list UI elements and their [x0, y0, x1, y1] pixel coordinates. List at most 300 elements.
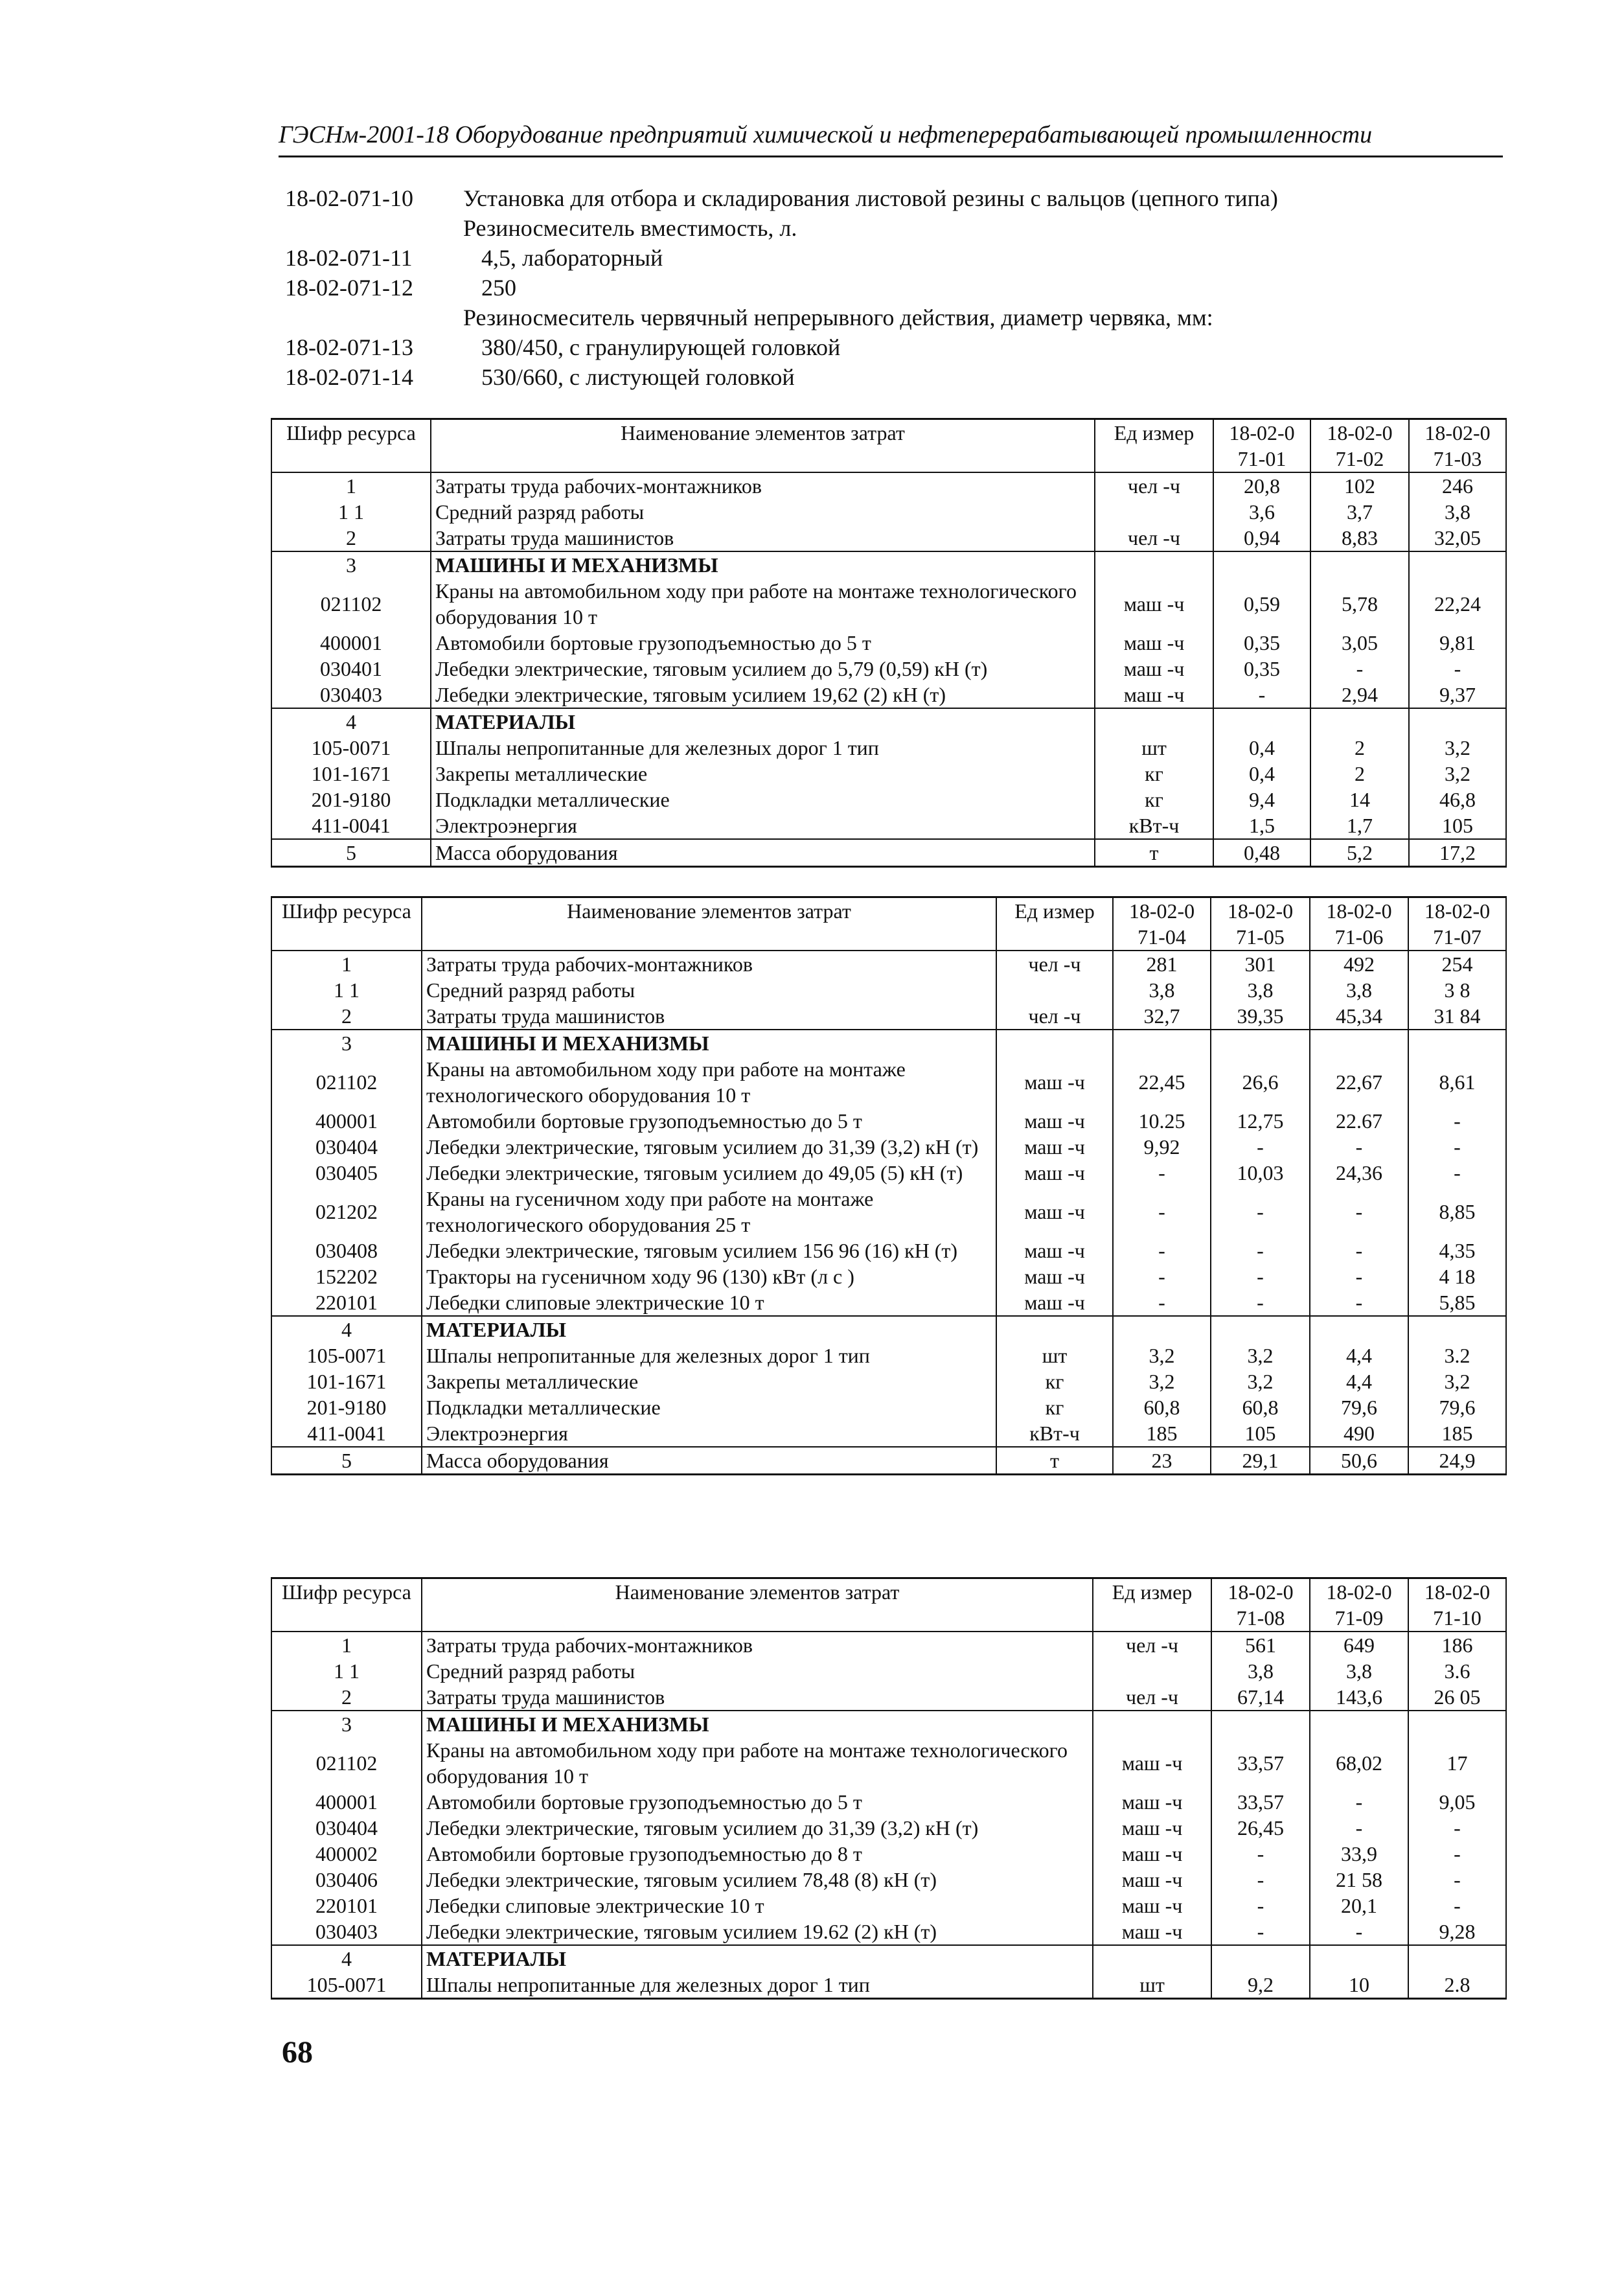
cost-element-name: Лебедки электрические, тяговым усилием 156 96 (16) кН (т): [422, 1238, 996, 1263]
resource-code: 400001: [271, 1108, 422, 1134]
norm-value: [1113, 1316, 1211, 1343]
norm-value: 5,2: [1310, 839, 1409, 867]
unit-of-measure: кг: [996, 1394, 1113, 1420]
table-row: [271, 499, 1506, 525]
header-norm-code: 18-02-071-06: [1310, 897, 1408, 951]
unit-of-measure: маш -ч: [1095, 682, 1213, 708]
resource-code: 201-9180: [271, 787, 431, 813]
resource-code: 3: [271, 551, 431, 578]
table-row: [271, 1919, 1506, 1945]
resource-code: 1 1: [271, 1658, 422, 1684]
norm-value: 9,37: [1409, 682, 1506, 708]
cost-element-name: Лебедки электрические, тяговым усилием до 49,05 (5) кН (т): [422, 1160, 996, 1186]
cost-element-name: Краны на гусеничном ходу при работе на монтаже технологического оборудования 25 т: [422, 1186, 996, 1238]
cost-element-name: МАТЕРИАЛЫ: [422, 1316, 996, 1343]
intro-text: 250: [481, 275, 516, 301]
unit-of-measure: чел -ч: [1095, 525, 1213, 551]
norm-value: 3,2: [1409, 735, 1506, 761]
norm-value: 3,2: [1113, 1343, 1211, 1368]
norm-value: 8,83: [1310, 525, 1409, 551]
table-row: [271, 1316, 1506, 1343]
cost-element-name: МАШИНЫ И МЕХАНИЗМЫ: [431, 551, 1095, 578]
unit-of-measure: маш -ч: [1093, 1815, 1211, 1841]
unit-of-measure: [996, 977, 1113, 1003]
cost-element-name: Лебедки слиповые электрические 10 т: [422, 1893, 1093, 1919]
table-row: [271, 1945, 1506, 1972]
norm-value: 32,7: [1113, 1003, 1211, 1030]
resource-code: 105-0071: [271, 735, 431, 761]
table-row: [271, 1134, 1506, 1160]
table-row: [271, 951, 1506, 977]
resource-code: 2: [271, 525, 431, 551]
norm-value: 0,48: [1213, 839, 1310, 867]
norm-table-3: [271, 1577, 1507, 2000]
norm-value: 0,35: [1213, 656, 1310, 682]
resource-code: 3: [271, 1711, 422, 1737]
unit-of-measure: маш -ч: [1093, 1867, 1211, 1893]
resource-code: 4: [271, 1316, 422, 1343]
intro-code: 18-02-071-10: [285, 185, 413, 211]
resource-code: 201-9180: [271, 1394, 422, 1420]
norm-value: 3,2: [1211, 1368, 1310, 1394]
norm-value: 20,1: [1310, 1893, 1408, 1919]
unit-of-measure: маш -ч: [1095, 578, 1213, 630]
table-row: [271, 1160, 1506, 1186]
header-norm-code: 18-02-071-08: [1211, 1578, 1310, 1632]
header-norm-code: 18-02-071-02: [1310, 419, 1409, 473]
table-row: [271, 735, 1506, 761]
resource-code: 030401: [271, 656, 431, 682]
cost-element-name: Лебедки электрические, тяговым усилием 19.62 (2) кН (т): [422, 1919, 1093, 1945]
norm-value: -: [1113, 1238, 1211, 1263]
norm-value: [1310, 1711, 1408, 1737]
header-norm-code: 18-02-071-05: [1211, 897, 1310, 951]
cost-element-name: МАШИНЫ И МЕХАНИЗМЫ: [422, 1030, 996, 1056]
table-row: [271, 839, 1506, 867]
table-row: [271, 1867, 1506, 1893]
table-row: [271, 682, 1506, 708]
intro-text: Резиносмеситель червячный непрерывного действия, диаметр червяка, мм:: [463, 305, 1213, 330]
norm-value: 9,81: [1409, 630, 1506, 656]
header-name: Наименование элементов затрат: [422, 1578, 1093, 1632]
table-row: [271, 1420, 1506, 1447]
norm-value: 20,8: [1213, 472, 1310, 499]
norm-value: [1211, 1711, 1310, 1737]
norm-value: 79,6: [1310, 1394, 1408, 1420]
resource-code: 101-1671: [271, 761, 431, 787]
norm-value: 2.8: [1408, 1972, 1506, 1999]
resource-code: 030408: [271, 1238, 422, 1263]
table-row: [271, 1394, 1506, 1420]
norm-value: -: [1408, 1841, 1506, 1867]
resource-code: 021102: [271, 1737, 422, 1789]
norm-value: 46,8: [1409, 787, 1506, 813]
norm-value: 143,6: [1310, 1684, 1408, 1711]
unit-of-measure: кг: [996, 1368, 1113, 1394]
norm-value: 60,8: [1211, 1394, 1310, 1420]
norm-value: 3,8: [1310, 1658, 1408, 1684]
unit-of-measure: [1095, 499, 1213, 525]
norm-value: 24,36: [1310, 1160, 1408, 1186]
unit-of-measure: кВт-ч: [996, 1420, 1113, 1447]
cost-element-name: Краны на автомобильном ходу при работе на монтаже технологического оборудования 10 т: [431, 578, 1095, 630]
norm-value: [1310, 1030, 1408, 1056]
intro-text: 4,5, лабораторный: [481, 245, 663, 271]
norm-value: 32,05: [1409, 525, 1506, 551]
norm-value: [1213, 551, 1310, 578]
norm-value: 185: [1408, 1420, 1506, 1447]
norm-value: 1,7: [1310, 813, 1409, 839]
intro-row: [285, 213, 1503, 243]
norm-value: 3,2: [1113, 1368, 1211, 1394]
table-row: [271, 1658, 1506, 1684]
norm-value: 246: [1409, 472, 1506, 499]
unit-of-measure: маш -ч: [996, 1263, 1113, 1289]
table-row: [271, 1343, 1506, 1368]
cost-element-name: Средний разряд работы: [431, 499, 1095, 525]
cost-element-name: МАТЕРИАЛЫ: [431, 708, 1095, 735]
unit-of-measure: [1093, 1945, 1211, 1972]
table-row: [271, 1108, 1506, 1134]
unit-of-measure: маш -ч: [996, 1289, 1113, 1316]
norm-value: -: [1310, 656, 1409, 682]
cost-element-name: Лебедки электрические, тяговым усилием 19,62 (2) кН (т): [431, 682, 1095, 708]
resource-code: 030404: [271, 1815, 422, 1841]
norm-value: -: [1310, 1186, 1408, 1238]
norm-value: 22.67: [1310, 1108, 1408, 1134]
header-rule: [279, 156, 1503, 157]
norm-value: 3,7: [1310, 499, 1409, 525]
intro-code: 18-02-071-11: [285, 245, 413, 271]
cost-element-name: Затраты труда рабочих-монтажников: [431, 472, 1095, 499]
unit-of-measure: маш -ч: [996, 1134, 1113, 1160]
table-row: [271, 1186, 1506, 1238]
resource-code: 4: [271, 1945, 422, 1972]
norm-value: 9,4: [1213, 787, 1310, 813]
table-row: [271, 578, 1506, 630]
table-row: [271, 1368, 1506, 1394]
norm-value: -: [1113, 1186, 1211, 1238]
table-row: [271, 1632, 1506, 1658]
intro-text: Резиносмеситель вместимость, л.: [463, 215, 797, 241]
cost-element-name: Автомобили бортовые грузоподъемностью до 8 т: [422, 1841, 1093, 1867]
norm-value: 9,28: [1408, 1919, 1506, 1945]
unit-of-measure: маш -ч: [996, 1160, 1113, 1186]
unit-of-measure: кг: [1095, 761, 1213, 787]
norm-value: -: [1408, 1867, 1506, 1893]
cost-element-name: Лебедки электрические, тяговым усилием до 31,39 (3,2) кН (т): [422, 1815, 1093, 1841]
norm-value: [1213, 708, 1310, 735]
intro-code: 18-02-071-14: [285, 364, 413, 390]
intro-code: 18-02-071-12: [285, 275, 413, 301]
unit-of-measure: маш -ч: [1093, 1919, 1211, 1945]
unit-of-measure: маш -ч: [996, 1186, 1113, 1238]
norm-value: 3,2: [1409, 761, 1506, 787]
resource-code: 1 1: [271, 499, 431, 525]
norm-value: 22,24: [1409, 578, 1506, 630]
intro-row: [285, 332, 1503, 362]
table-row: [271, 656, 1506, 682]
unit-of-measure: шт: [996, 1343, 1113, 1368]
cost-element-name: Краны на автомобильном ходу при работе на монтаже технологического оборудования 10 т: [422, 1737, 1093, 1789]
unit-of-measure: шт: [1095, 735, 1213, 761]
header-unit: Ед измер: [1095, 419, 1213, 473]
norm-value: -: [1113, 1263, 1211, 1289]
norm-value: 3,8: [1409, 499, 1506, 525]
intro-code: [285, 213, 463, 243]
cost-element-name: Затраты труда машинистов: [422, 1684, 1093, 1711]
cost-element-name: Шпалы непропитанные для железных дорог 1 тип: [431, 735, 1095, 761]
norm-value: [1211, 1316, 1310, 1343]
norm-value: -: [1408, 1815, 1506, 1841]
cost-element-name: Лебедки электрические, тяговым усилием 78,48 (8) кН (т): [422, 1867, 1093, 1893]
unit-of-measure: маш -ч: [996, 1108, 1113, 1134]
norm-value: 26 05: [1408, 1684, 1506, 1711]
norm-value: [1408, 1316, 1506, 1343]
norm-value: 5,78: [1310, 578, 1409, 630]
norm-value: 12,75: [1211, 1108, 1310, 1134]
intro-text: 380/450, с гранулирующей головкой: [481, 334, 841, 360]
norm-value: 185: [1113, 1420, 1211, 1447]
table-row: [271, 1711, 1506, 1737]
norm-value: 254: [1408, 951, 1506, 977]
norm-value: 68,02: [1310, 1737, 1408, 1789]
norm-value: 3,8: [1310, 977, 1408, 1003]
unit-of-measure: [996, 1030, 1113, 1056]
norm-value: 3.6: [1408, 1658, 1506, 1684]
norm-value: 102: [1310, 472, 1409, 499]
norm-value: 60,8: [1113, 1394, 1211, 1420]
unit-of-measure: маш -ч: [1095, 656, 1213, 682]
cost-element-name: Масса оборудования: [422, 1447, 996, 1475]
norm-value: 3,05: [1310, 630, 1409, 656]
norm-value: -: [1211, 1893, 1310, 1919]
resource-code: 400001: [271, 630, 431, 656]
unit-of-measure: [1093, 1711, 1211, 1737]
norm-value: -: [1310, 1134, 1408, 1160]
norm-value: [1310, 708, 1409, 735]
cost-element-name: Автомобили бортовые грузоподъемностью до 5 т: [422, 1108, 996, 1134]
norm-value: -: [1310, 1815, 1408, 1841]
table-row: [271, 472, 1506, 499]
norm-value: 105: [1211, 1420, 1310, 1447]
intro-row: [285, 243, 1503, 273]
norm-value: 21 58: [1310, 1867, 1408, 1893]
norm-value: -: [1211, 1919, 1310, 1945]
norm-value: 0,35: [1213, 630, 1310, 656]
unit-of-measure: маш -ч: [1093, 1737, 1211, 1789]
norm-value: 2,94: [1310, 682, 1409, 708]
intro-row: [285, 183, 1503, 213]
norm-value: 186: [1408, 1632, 1506, 1658]
unit-of-measure: шт: [1093, 1972, 1211, 1999]
header-norm-code: 18-02-071-01: [1213, 419, 1310, 473]
cost-element-name: Электроэнергия: [422, 1420, 996, 1447]
norm-value: 561: [1211, 1632, 1310, 1658]
page-number: 68: [282, 2035, 313, 2070]
table-row: [271, 813, 1506, 839]
header-norm-code: 18-02-071-10: [1408, 1578, 1506, 1632]
page-header: ГЭСНм-2001-18 Оборудование предприятий химической и нефтеперерабатывающей промышленности: [279, 121, 1373, 148]
norm-value: 4,4: [1310, 1368, 1408, 1394]
unit-of-measure: т: [1095, 839, 1213, 867]
resource-code: 1: [271, 472, 431, 499]
table-row: [271, 551, 1506, 578]
norm-value: 33,57: [1211, 1737, 1310, 1789]
norm-value: 10: [1310, 1972, 1408, 1999]
norm-value: 3.2: [1408, 1343, 1506, 1368]
norm-value: 9,92: [1113, 1134, 1211, 1160]
norm-value: 8,85: [1408, 1186, 1506, 1238]
cost-element-name: Тракторы на гусеничном ходу 96 (130) кВт (л с ): [422, 1263, 996, 1289]
cost-element-name: Лебедки слиповые электрические 10 т: [422, 1289, 996, 1316]
table-row: [271, 787, 1506, 813]
header-norm-code: 18-02-071-09: [1310, 1578, 1408, 1632]
cost-element-name: Шпалы непропитанные для железных дорог 1 тип: [422, 1343, 996, 1368]
cost-element-name: Подкладки металлические: [431, 787, 1095, 813]
intro-text: 530/660, с листующей головкой: [481, 364, 795, 390]
table-row: [271, 525, 1506, 551]
norm-value: 0,4: [1213, 735, 1310, 761]
resource-code: 105-0071: [271, 1343, 422, 1368]
resource-code: 220101: [271, 1893, 422, 1919]
norm-value: [1113, 1030, 1211, 1056]
header-name: Наименование элементов затрат: [431, 419, 1095, 473]
norm-value: 4 18: [1408, 1263, 1506, 1289]
intro-list: [285, 183, 1503, 392]
table-header-row: [271, 1578, 1506, 1632]
resource-code: 3: [271, 1030, 422, 1056]
header-code: Шифр ресурса: [271, 419, 431, 473]
intro-code: [285, 303, 463, 332]
norm-value: [1409, 708, 1506, 735]
norm-value: 17,2: [1409, 839, 1506, 867]
norm-value: 5,85: [1408, 1289, 1506, 1316]
table-row: [271, 1737, 1506, 1789]
norm-value: 105: [1409, 813, 1506, 839]
cost-element-name: Электроэнергия: [431, 813, 1095, 839]
table-row: [271, 1056, 1506, 1108]
norm-value: -: [1211, 1186, 1310, 1238]
table-row: [271, 708, 1506, 735]
norm-value: 26,6: [1211, 1056, 1310, 1108]
resource-code: 1 1: [271, 977, 422, 1003]
norm-value: [1408, 1030, 1506, 1056]
norm-value: 3,8: [1211, 977, 1310, 1003]
header-unit: Ед измер: [996, 897, 1113, 951]
norm-value: 649: [1310, 1632, 1408, 1658]
norm-value: 4,35: [1408, 1238, 1506, 1263]
cost-element-name: Закрепы металлические: [422, 1368, 996, 1394]
table-row: [271, 1003, 1506, 1030]
resource-code: 030403: [271, 1919, 422, 1945]
intro-row: [285, 362, 1503, 392]
norm-value: -: [1310, 1289, 1408, 1316]
norm-value: [1409, 551, 1506, 578]
resource-code: 021202: [271, 1186, 422, 1238]
table-header-row: [271, 897, 1506, 951]
norm-value: 9,05: [1408, 1789, 1506, 1815]
norm-value: [1310, 1316, 1408, 1343]
intro-text: Установка для отбора и складирования листовой резины с вальцов (цепного типа): [463, 185, 1278, 211]
resource-code: 411-0041: [271, 813, 431, 839]
cost-element-name: Автомобили бортовые грузоподъемностью до 5 т: [431, 630, 1095, 656]
norm-value: 26,45: [1211, 1815, 1310, 1841]
cost-element-name: Затраты труда машинистов: [422, 1003, 996, 1030]
table-row: [271, 1447, 1506, 1475]
cost-element-name: Лебедки электрические, тяговым усилием до 5,79 (0,59) кН (т): [431, 656, 1095, 682]
norm-value: -: [1408, 1108, 1506, 1134]
norm-value: 50,6: [1310, 1447, 1408, 1475]
norm-value: -: [1310, 1789, 1408, 1815]
norm-table-2: [271, 896, 1507, 1475]
cost-element-name: МАТЕРИАЛЫ: [422, 1945, 1093, 1972]
table-row: [271, 1684, 1506, 1711]
header-name: Наименование элементов затрат: [422, 897, 996, 951]
table-header-row: [271, 419, 1506, 473]
norm-value: [1408, 1945, 1506, 1972]
table-row: [271, 1893, 1506, 1919]
cost-element-name: Масса оборудования: [431, 839, 1095, 867]
table-row: [271, 1238, 1506, 1263]
resource-code: 030404: [271, 1134, 422, 1160]
resource-code: 411-0041: [271, 1420, 422, 1447]
norm-value: -: [1211, 1289, 1310, 1316]
norm-value: 14: [1310, 787, 1409, 813]
norm-value: 29,1: [1211, 1447, 1310, 1475]
unit-of-measure: маш -ч: [1095, 630, 1213, 656]
cost-element-name: Подкладки металлические: [422, 1394, 996, 1420]
intro-code: 18-02-071-13: [285, 334, 413, 360]
norm-value: -: [1211, 1867, 1310, 1893]
norm-value: 67,14: [1211, 1684, 1310, 1711]
norm-value: 17: [1408, 1737, 1506, 1789]
table-row: [271, 630, 1506, 656]
table-row: [271, 1289, 1506, 1316]
cost-element-name: Автомобили бортовые грузоподъемностью до 5 т: [422, 1789, 1093, 1815]
norm-value: [1310, 551, 1409, 578]
header-norm-code: 18-02-071-07: [1408, 897, 1506, 951]
norm-value: -: [1310, 1238, 1408, 1263]
cost-element-name: Средний разряд работы: [422, 1658, 1093, 1684]
unit-of-measure: маш -ч: [1093, 1841, 1211, 1867]
unit-of-measure: маш -ч: [1093, 1789, 1211, 1815]
norm-value: 492: [1310, 951, 1408, 977]
intro-row: [285, 303, 1503, 332]
cost-element-name: Краны на автомобильном ходу при работе на монтаже технологического оборудования 10 т: [422, 1056, 996, 1108]
unit-of-measure: кг: [1095, 787, 1213, 813]
norm-value: 3 8: [1408, 977, 1506, 1003]
norm-value: 3,6: [1213, 499, 1310, 525]
unit-of-measure: [996, 1316, 1113, 1343]
resource-code: 2: [271, 1003, 422, 1030]
table-row: [271, 977, 1506, 1003]
resource-code: 4: [271, 708, 431, 735]
header-code: Шифр ресурса: [271, 897, 422, 951]
norm-value: 10,03: [1211, 1160, 1310, 1186]
norm-table-1: [271, 418, 1507, 868]
norm-value: -: [1213, 682, 1310, 708]
norm-value: 1,5: [1213, 813, 1310, 839]
cost-element-name: Затраты труда машинистов: [431, 525, 1095, 551]
norm-value: -: [1211, 1238, 1310, 1263]
table-row: [271, 1263, 1506, 1289]
cost-element-name: МАШИНЫ И МЕХАНИЗМЫ: [422, 1711, 1093, 1737]
norm-value: 3,8: [1211, 1658, 1310, 1684]
norm-value: 0,59: [1213, 578, 1310, 630]
norm-value: 22,67: [1310, 1056, 1408, 1108]
header-norm-code: 18-02-071-04: [1113, 897, 1211, 951]
